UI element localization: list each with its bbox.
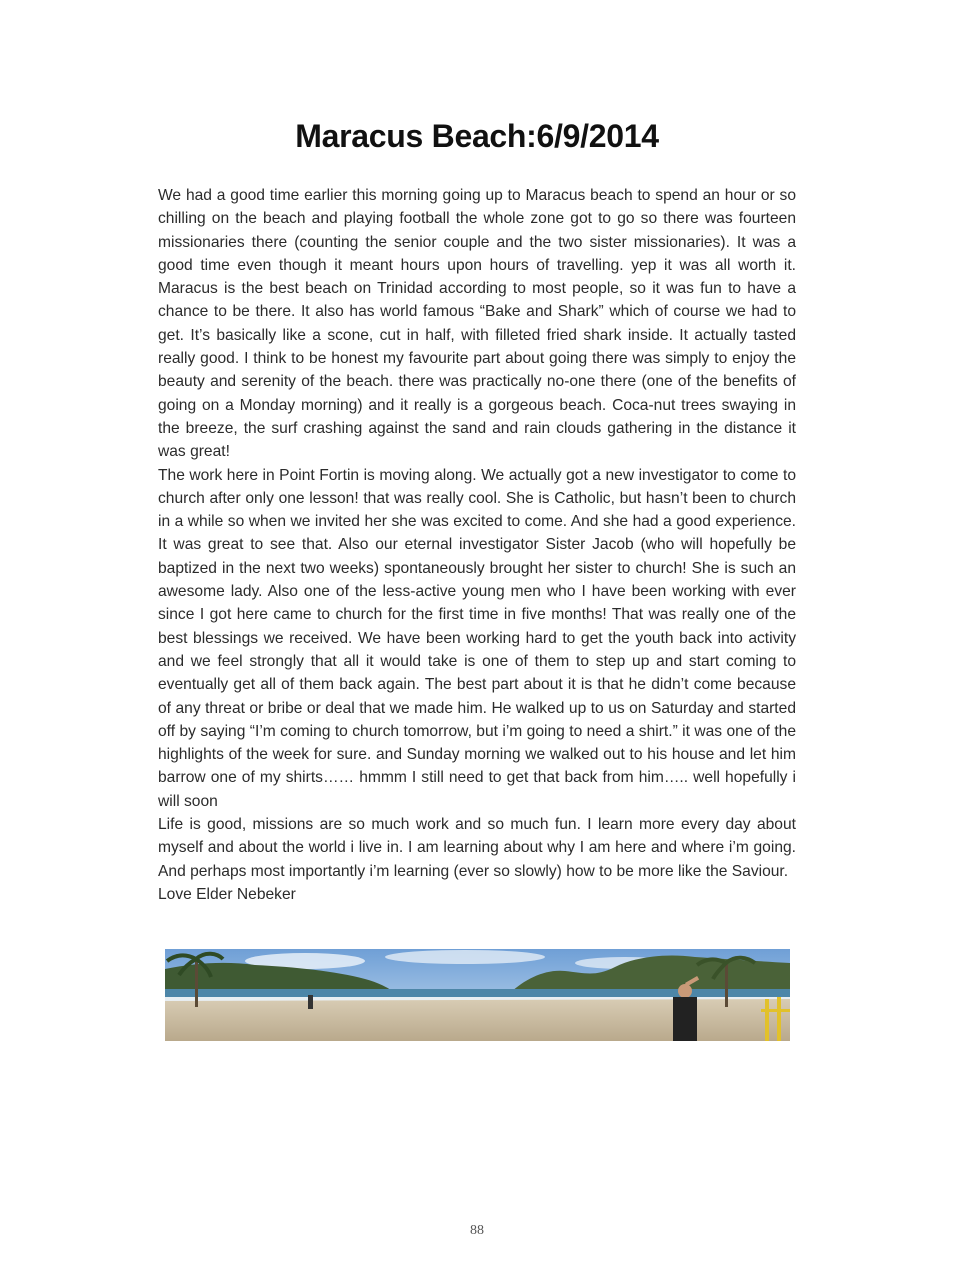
paragraph-beach: We had a good time earlier this morning going up to Maracus beach to spend an hour or so chilling on the beach and playing football the whole zone got to go so there was fourteen missionaries there (counting the senior couple and the two sister missionaries). It was a good time even though it meant hours upon hours of travelling. yep it was all worth it. Maracus is the best beach on Trinidad according to most people, so it was fun to have a chance to be there. It also has world famous “Bake and Shark” which of course we had to get. It’s basically like a scone, cut in half, with filleted fried shark inside. It actually tasted really good. I think to be honest my favourite part about going there was simply to enjoy the beauty and serenity of the beach. there was practically no-one there (one of the benefits of going on a Monday morning) and it really is a gorgeous beach. Coca-nut trees swaying in the breeze, the surf crashing against the sand and rain clouds gathering in the distance it was great! [158, 187, 796, 461]
paragraph-work: The work here in Point Fortin is moving along. We actually got a new investigator to come to church after only one lesson! that was really cool. She is Catholic, but hasn’t been to church in a while so when we invited her she was excited to come. And she had a good experience. It was great to see that. Also our eternal investigator Sister Jacob (who will hopefully be baptized in the next two weeks) spontaneously brought her sister to church! She is such an awesome lady. Also one of the less-active young men who I have been working with ever since I got here came to church for the first time in five months! That was really one of the best blessings we received. We have been working hard to get the youth back into activity and we feel strongly that all it would take is one of them to step up and start coming to eventually get all of them back again. The best part about it is that he didn’t come because of any threat or bribe or deal that we made him. He walked up to us on Saturday and started off by saying “I’m coming to church tomorrow, but i’m going to need a shirt.” it was one of the highlights of the week for sure. and Sunday morning we walked out to his house and let him barrow one of my shirts…… hmmm I still need to get that back from him….. well hopefully i will soon [158, 466, 796, 810]
article-body [158, 184, 796, 906]
page-number: 88 [470, 1223, 484, 1238]
beach-panorama-photo [165, 949, 790, 1041]
paragraph-life: Life is good, missions are so much work and so much fun. I learn more every day about myself and about the world i live in. I am learning about why I am here and where i’m going. And perhaps most importantly i’m learning (ever so slowly) how to be more like the Saviour. [158, 816, 796, 880]
page-title: Maracus Beach:6/9/2014 [295, 118, 659, 154]
signoff: Love Elder Nebeker [158, 885, 296, 903]
